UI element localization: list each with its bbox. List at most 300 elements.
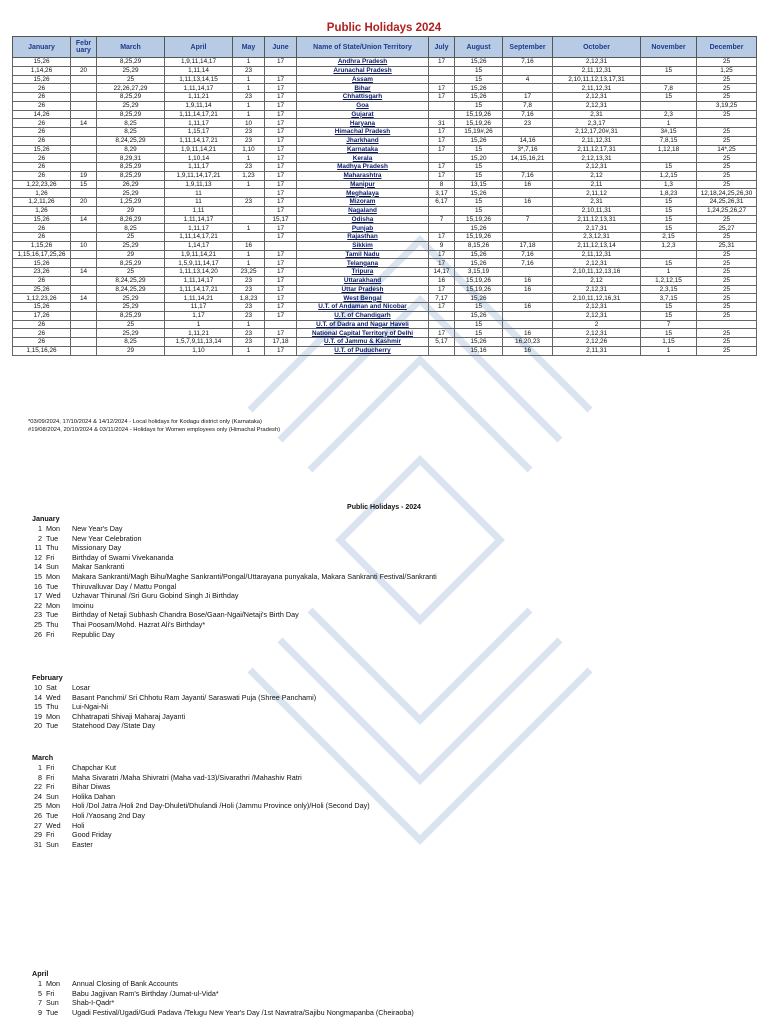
table-cell: 15 — [71, 180, 97, 189]
table-cell — [71, 163, 97, 172]
table-cell: 1,5,7,9,11,13,14 — [165, 338, 233, 347]
table-cell: 15 — [455, 171, 503, 180]
table-row — [13, 101, 757, 110]
table-cell: 16 — [503, 303, 553, 312]
table-cell: 8,25 — [97, 119, 165, 128]
table-cell: 25 — [97, 75, 165, 84]
holiday-name: Republic Day — [72, 629, 115, 639]
holiday-weekday: Thu — [46, 543, 59, 553]
table-cell — [503, 294, 553, 303]
table-cell: 15 — [641, 66, 697, 75]
table-cell: 15 — [455, 206, 503, 215]
table-cell: 17 — [265, 303, 297, 312]
list-title: Public Holidays - 2024 — [347, 504, 421, 511]
table-cell: 17 — [429, 84, 455, 93]
table-cell: 1,11,13,14,15 — [165, 75, 233, 84]
holiday-weekday: Tue — [46, 610, 59, 620]
holiday-weekday: Sun — [46, 839, 59, 849]
table-cell: 17 — [265, 276, 297, 285]
holiday-date: 27 — [34, 820, 42, 830]
table-cell — [71, 285, 97, 294]
table-cell — [429, 101, 455, 110]
holiday-weekday: Sun — [46, 998, 59, 1008]
list-item — [32, 702, 316, 712]
holiday-name: Holi /Yaosang 2nd Day — [72, 810, 145, 820]
table-cell: 25 — [697, 303, 757, 312]
table-cell: 7 — [641, 320, 697, 329]
table-cell: 17 — [265, 163, 297, 172]
holiday-date: 24 — [34, 791, 42, 801]
holiday-name: Easter — [72, 839, 93, 849]
holiday-table — [12, 36, 757, 356]
holiday-date: 17 — [34, 591, 42, 601]
table-cell: 1,11,17 — [165, 119, 233, 128]
holiday-weekday: Wed — [46, 591, 61, 601]
table-row — [13, 224, 757, 233]
column-header: June — [265, 37, 297, 58]
table-cell: 17 — [429, 329, 455, 338]
holiday-weekday: Sat — [46, 683, 57, 692]
table-cell: 26 — [13, 93, 71, 102]
holiday-weekday: Mon — [46, 979, 60, 988]
holiday-date: 15 — [34, 702, 42, 712]
list-item — [32, 763, 370, 773]
table-cell — [233, 189, 265, 198]
table-row — [13, 285, 757, 294]
list-item — [32, 601, 437, 611]
table-cell: 8,26,29 — [97, 215, 165, 224]
holiday-date: 14 — [34, 692, 42, 702]
table-cell: 1,11,14,17,21 — [165, 136, 233, 145]
table-cell: 8,29 — [97, 145, 165, 154]
table-cell: 7 — [503, 215, 553, 224]
table-cell: 17 — [265, 171, 297, 180]
holiday-name: Babu Jagjivan Ram's Birthday /Jumat-ul-Vida* — [72, 988, 219, 998]
holiday-weekday: Wed — [46, 820, 61, 830]
table-cell: 1,2,3 — [641, 241, 697, 250]
table-cell — [429, 110, 455, 119]
table-cell: 3,17 — [429, 189, 455, 198]
state-name-cell: National Capital Territory of Delhi — [297, 329, 429, 338]
holiday-date: 15 — [34, 571, 42, 581]
table-cell: 17 — [429, 136, 455, 145]
state-name-cell: U.T. of Puducherry — [297, 346, 429, 355]
table-cell: 25 — [97, 268, 165, 277]
table-cell: 15 — [641, 215, 697, 224]
table-cell: 15,26 — [13, 259, 71, 268]
table-cell: 15,26 — [13, 215, 71, 224]
table-cell: 23 — [233, 338, 265, 347]
table-cell: 2,10,11,12,16,31 — [553, 294, 641, 303]
holiday-name: Lui-Ngai-Ni — [72, 702, 108, 712]
table-row — [13, 215, 757, 224]
list-item — [32, 792, 370, 802]
state-name-cell: Tripura — [297, 268, 429, 277]
table-cell: 17 — [265, 311, 297, 320]
table-cell: 1,11,17 — [165, 163, 233, 172]
table-cell: 1,26 — [13, 189, 71, 198]
table-cell: 8,25,29 — [97, 163, 165, 172]
table-cell: 17 — [265, 189, 297, 198]
table-cell: 26 — [13, 119, 71, 128]
table-cell: 15,26 — [455, 93, 503, 102]
table-header-row — [13, 37, 757, 58]
table-cell: 2,11,12,31 — [553, 84, 641, 93]
table-cell: 2,12,31 — [553, 311, 641, 320]
table-cell: 2,10,11,31 — [553, 206, 641, 215]
table-cell: 8,29,31 — [97, 154, 165, 163]
table-cell — [71, 338, 97, 347]
list-item — [32, 782, 370, 792]
table-cell: 15,26 — [455, 224, 503, 233]
column-header: September — [503, 37, 553, 58]
list-item — [32, 562, 437, 572]
table-cell — [71, 311, 97, 320]
table-cell: 26 — [13, 224, 71, 233]
state-name-cell: Madhya Pradesh — [297, 163, 429, 172]
table-cell: 25 — [697, 285, 757, 294]
holiday-weekday: Mon — [46, 524, 60, 533]
table-cell: 23 — [233, 311, 265, 320]
table-cell: 25 — [697, 338, 757, 347]
table-cell: 26 — [13, 329, 71, 338]
footnotes — [28, 418, 280, 434]
holiday-name: New Year's Day — [72, 524, 123, 533]
table-cell — [71, 276, 97, 285]
table-row — [13, 180, 757, 189]
table-cell — [233, 215, 265, 224]
holiday-weekday: Thu — [46, 619, 59, 629]
table-cell: 17 — [265, 75, 297, 84]
holiday-date: 25 — [34, 801, 42, 811]
table-cell: 29 — [97, 346, 165, 355]
table-row — [13, 163, 757, 172]
table-cell — [429, 346, 455, 355]
month-heading: March — [32, 753, 54, 762]
table-cell: 20 — [71, 198, 97, 207]
table-cell: 15,26 — [13, 58, 71, 67]
table-cell: 14,17 — [429, 268, 455, 277]
table-cell: 15 — [641, 329, 697, 338]
table-cell: 17 — [265, 145, 297, 154]
state-name-cell: Kerala — [297, 154, 429, 163]
table-cell: 15 — [455, 145, 503, 154]
list-item — [32, 721, 316, 731]
state-name-cell: Maharashtra — [297, 171, 429, 180]
state-name-cell: Punjab — [297, 224, 429, 233]
table-cell: 8,25,29 — [97, 58, 165, 67]
table-cell: 2,3,12,31 — [553, 233, 641, 242]
table-row — [13, 119, 757, 128]
table-cell: 7,16 — [503, 110, 553, 119]
table-cell: 10 — [71, 241, 97, 250]
table-cell: 15 — [641, 93, 697, 102]
table-cell: 23,26 — [13, 268, 71, 277]
table-cell — [233, 233, 265, 242]
list-item — [32, 630, 437, 640]
list-item — [32, 553, 437, 563]
table-cell: 2,12,31 — [553, 101, 641, 110]
table-cell: 4 — [503, 75, 553, 84]
holiday-name: Bihar Diwas — [72, 782, 111, 792]
table-cell — [429, 311, 455, 320]
holiday-weekday: Thu — [46, 702, 59, 712]
table-cell — [641, 58, 697, 67]
table-cell — [71, 75, 97, 84]
table-cell: 1 — [233, 180, 265, 189]
table-cell — [697, 119, 757, 128]
table-cell: 2,12,31 — [553, 303, 641, 312]
holiday-weekday: Mon — [46, 801, 60, 811]
table-cell: 17 — [429, 128, 455, 137]
table-cell: 17 — [265, 294, 297, 303]
table-cell: 6,17 — [429, 198, 455, 207]
table-cell: 15 — [641, 224, 697, 233]
column-header: Febr uary — [71, 37, 97, 58]
holiday-date: 19 — [34, 711, 42, 721]
table-cell: 1 — [233, 224, 265, 233]
table-cell — [429, 320, 455, 329]
table-cell: 17 — [265, 84, 297, 93]
holiday-name: Makar Sankranti — [72, 562, 125, 572]
table-cell: 25 — [697, 268, 757, 277]
table-cell: 1,15,16,26 — [13, 346, 71, 355]
holiday-name: Basant Panchmi/ Sri Chhotu Ram Jayanti/ Saraswati Puja (Shree Panchami) — [72, 692, 317, 702]
table-cell: 25 — [697, 215, 757, 224]
list-item — [32, 620, 437, 630]
table-cell: 14 — [71, 215, 97, 224]
table-cell: 3*,7,16 — [503, 145, 553, 154]
table-row — [13, 198, 757, 207]
table-cell: 2,3,15 — [641, 285, 697, 294]
table-row — [13, 259, 757, 268]
table-cell: 2,11,31 — [553, 346, 641, 355]
holiday-weekday: Mon — [46, 571, 60, 581]
table-cell: 17 — [429, 163, 455, 172]
table-cell: 2,12,13,31 — [553, 154, 641, 163]
column-header: March — [97, 37, 165, 58]
table-row — [13, 276, 757, 285]
table-cell: 17 — [503, 93, 553, 102]
list-item — [32, 683, 316, 693]
list-item — [32, 543, 437, 553]
month-section-march — [32, 753, 370, 849]
table-cell: 26 — [13, 101, 71, 110]
table-cell — [265, 320, 297, 329]
table-cell: 1,14,26 — [13, 66, 71, 75]
table-cell — [641, 75, 697, 84]
table-row — [13, 329, 757, 338]
table-cell: 29 — [97, 250, 165, 259]
table-cell: 2,12 — [553, 276, 641, 285]
table-cell: 1,5,9,11,14,17 — [165, 259, 233, 268]
table-cell — [71, 58, 97, 67]
table-cell — [503, 224, 553, 233]
table-cell: 17 — [429, 58, 455, 67]
table-cell: 26 — [13, 154, 71, 163]
holiday-date: 9 — [38, 1007, 42, 1017]
holiday-date: 1 — [38, 979, 42, 988]
table-row — [13, 338, 757, 347]
table-cell: 25 — [697, 250, 757, 259]
table-row — [13, 320, 757, 329]
state-name-cell: Jharkhand — [297, 136, 429, 145]
holiday-name: Holi /Dol Jatra /Holi 2nd Day-Dhuleti/Dhulandi /Holi (Jammu Province only)/Holi (Second Day) — [72, 801, 370, 811]
table-cell: 1 — [641, 268, 697, 277]
table-cell: 15,26 — [455, 294, 503, 303]
state-name-cell: Uttar Pradesh — [297, 285, 429, 294]
table-cell: 15,26 — [455, 338, 503, 347]
holiday-name: Maha Sivaratri /Maha Shivratri (Maha vad-13)/Sivarathri /Mahashiv Ratri — [72, 772, 302, 782]
list-item — [32, 712, 316, 722]
table-cell: 25 — [97, 233, 165, 242]
table-cell: 15 — [455, 101, 503, 110]
table-cell: 8,25,29 — [97, 171, 165, 180]
table-cell: 23 — [233, 329, 265, 338]
table-cell — [429, 224, 455, 233]
table-cell: 26 — [13, 233, 71, 242]
table-row — [13, 110, 757, 119]
table-cell: 17 — [265, 58, 297, 67]
table-cell: 2,11,12,13,31 — [553, 215, 641, 224]
table-cell: 1,25 — [697, 66, 757, 75]
table-cell: 1 — [641, 119, 697, 128]
table-cell: 31 — [429, 119, 455, 128]
holiday-date: 20 — [34, 721, 42, 731]
table-cell: 17 — [265, 198, 297, 207]
table-cell: 17,26 — [13, 311, 71, 320]
table-cell — [71, 189, 97, 198]
table-cell: 7 — [429, 215, 455, 224]
table-cell: 25 — [697, 346, 757, 355]
table-cell: 1,11,13,14,20 — [165, 268, 233, 277]
table-cell: 7,8 — [641, 84, 697, 93]
table-cell: 15,26 — [13, 145, 71, 154]
table-cell: 2,10,11,12,13,17,31 — [553, 75, 641, 84]
table-cell: 17 — [265, 285, 297, 294]
table-cell: 2,12,31 — [553, 58, 641, 67]
holiday-name: Holika Dahan — [72, 791, 116, 801]
table-cell — [503, 128, 553, 137]
table-cell: 15,16 — [455, 346, 503, 355]
table-cell — [697, 320, 757, 329]
table-row — [13, 311, 757, 320]
table-cell: 17 — [429, 145, 455, 154]
table-cell: 8,24,25,29 — [97, 285, 165, 294]
table-cell: 17 — [265, 268, 297, 277]
list-item — [32, 801, 370, 811]
holiday-weekday: Fri — [46, 772, 55, 782]
table-cell: 1,11,14,17 — [165, 276, 233, 285]
table-cell — [71, 303, 97, 312]
table-cell: 1,9,11,14 — [165, 101, 233, 110]
footnote-himachal: #19/08/2024, 20/10/2024 & 03/11/2024 - Holidays for Women employees only (Himachal Pradesh) — [28, 427, 281, 433]
holiday-weekday: Tue — [46, 721, 59, 731]
table-cell: 29 — [97, 206, 165, 215]
holiday-date: 22 — [34, 600, 42, 610]
holiday-name: Good Friday — [72, 830, 112, 840]
table-cell: 23,25 — [233, 268, 265, 277]
table-cell: 2,11,12,31 — [553, 250, 641, 259]
table-cell: 15,19,26 — [455, 215, 503, 224]
state-name-cell: U.T. of Dadra and Nagar Haveli — [297, 320, 429, 329]
holiday-name: New Year Celebration — [72, 533, 142, 543]
table-cell — [71, 110, 97, 119]
table-row — [13, 268, 757, 277]
table-cell: 22,26,27,29 — [97, 84, 165, 93]
table-cell: 1,10 — [165, 346, 233, 355]
list-item — [32, 534, 437, 544]
table-cell: 2,11 — [553, 180, 641, 189]
state-name-cell: Rajasthan — [297, 233, 429, 242]
holiday-weekday: Tue — [46, 533, 59, 543]
table-cell: 25 — [697, 84, 757, 93]
table-cell: 2,11,12,13,14 — [553, 241, 641, 250]
table-cell: 7,8,15 — [641, 136, 697, 145]
table-cell: 16,20,23 — [503, 338, 553, 347]
table-cell: 1 — [233, 84, 265, 93]
table-cell: 11,17 — [165, 303, 233, 312]
column-header: May — [233, 37, 265, 58]
state-name-cell: Chhattisgarh — [297, 93, 429, 102]
table-cell: 1 — [233, 110, 265, 119]
table-cell: 23 — [233, 66, 265, 75]
table-cell: 25 — [697, 154, 757, 163]
table-cell: 17 — [265, 180, 297, 189]
list-item — [32, 979, 414, 989]
holiday-weekday: Sun — [46, 562, 59, 572]
table-cell: 15,26 — [455, 250, 503, 259]
table-cell: 2,10,11,12,13,16 — [553, 268, 641, 277]
table-cell: 1 — [233, 101, 265, 110]
state-name-cell: Tamil Nadu — [297, 250, 429, 259]
table-cell — [71, 320, 97, 329]
table-cell — [71, 233, 97, 242]
table-cell: 16 — [503, 198, 553, 207]
table-row — [13, 346, 757, 355]
holiday-name: Annual Closing of Bank Accounts — [72, 979, 178, 988]
holiday-date: 26 — [34, 810, 42, 820]
table-cell: 15,26 — [13, 303, 71, 312]
table-cell: 1,25,29 — [97, 198, 165, 207]
holiday-name: Birthday of Netaji Subhash Chandra Bose/Gaan-Ngai/Netaji's Birth Day — [72, 610, 299, 620]
holiday-name: Chapchar Kut — [72, 763, 116, 772]
holiday-date: 12 — [34, 552, 42, 562]
column-header: July — [429, 37, 455, 58]
table-cell: 25 — [697, 110, 757, 119]
table-cell: 24,25,26,31 — [697, 198, 757, 207]
table-cell: 17 — [265, 233, 297, 242]
table-cell: 26 — [13, 320, 71, 329]
table-cell: 8,25,29 — [97, 93, 165, 102]
holiday-weekday: Fri — [46, 830, 55, 840]
table-cell: 1,11,14,17,21 — [165, 233, 233, 242]
table-cell: 1,15,26 — [13, 241, 71, 250]
table-cell: 1 — [233, 259, 265, 268]
table-cell: 8 — [429, 180, 455, 189]
table-cell — [503, 320, 553, 329]
table-cell: 1,2,12,15 — [641, 276, 697, 285]
table-cell: 1 — [233, 320, 265, 329]
table-cell: 25 — [697, 276, 757, 285]
table-cell: 1,2,15 — [641, 171, 697, 180]
table-cell: 1,15 — [641, 338, 697, 347]
table-cell — [429, 66, 455, 75]
list-item — [32, 591, 437, 601]
table-cell — [429, 154, 455, 163]
holiday-date: 29 — [34, 830, 42, 840]
holiday-weekday: Fri — [46, 629, 55, 639]
